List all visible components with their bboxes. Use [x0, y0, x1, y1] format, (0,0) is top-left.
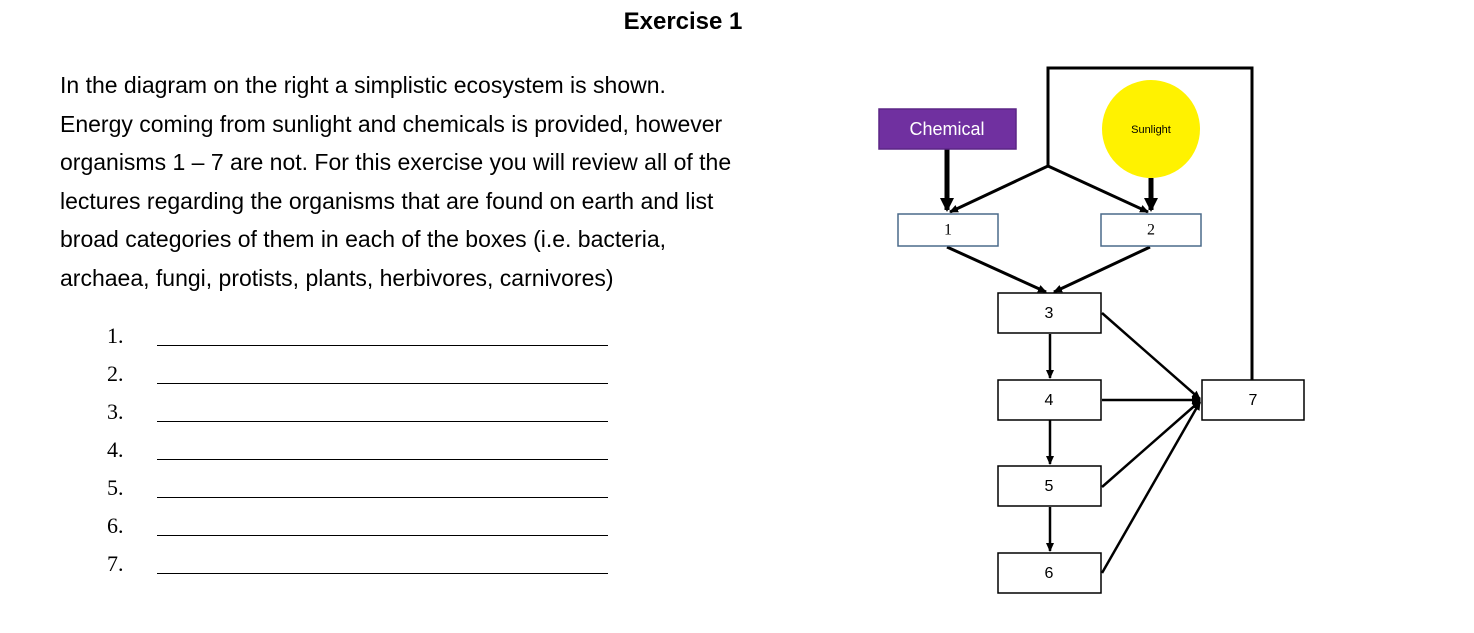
chemical-source — [879, 109, 1016, 149]
organism-label: 4 — [1044, 392, 1054, 410]
answer-number: 3. — [107, 399, 124, 424]
organism-label: 7 — [1248, 392, 1258, 410]
chemical-label: Chemical — [909, 118, 985, 139]
organism-label: 2 — [1147, 221, 1155, 239]
organism-box-2[interactable] — [1101, 214, 1201, 246]
organism-label: 1 — [944, 221, 952, 239]
arrow-3-to-7 — [1102, 313, 1200, 399]
split-arrow-left — [950, 166, 1048, 212]
instructions-line: In the diagram on the right a simplistic ecosystem is shown. — [60, 72, 666, 98]
answer-number: 7. — [107, 551, 124, 576]
arrow-1-to-3 — [947, 247, 1046, 292]
organism-box-7[interactable] — [1202, 380, 1304, 420]
exercise-title: Exercise 1 — [623, 8, 743, 35]
arrow-2-to-3 — [1054, 247, 1150, 292]
instructions-line: broad categories of them in each of the boxes (i.e. bacteria, — [60, 226, 667, 252]
organism-label: 3 — [1044, 305, 1054, 323]
sunlight-source — [1102, 80, 1200, 178]
answer-number: 5. — [107, 475, 124, 500]
instructions-line: archaea, fungi, protists, plants, herbivores, carnivores) — [60, 264, 614, 291]
organism-box-6[interactable] — [998, 553, 1101, 593]
organism-box-3[interactable] — [998, 293, 1101, 333]
sunlight-label: Sunlight — [1131, 123, 1171, 136]
organism-label: 5 — [1044, 478, 1054, 496]
instructions-line: organisms 1 – 7 are not. For this exercise you will review all of the — [60, 149, 732, 175]
instructions-line: Energy coming from sunlight and chemicals is provided, however — [60, 110, 723, 137]
instructions-line: lectures regarding the organisms that are found on earth and list — [60, 187, 714, 214]
organism-box-5[interactable] — [998, 466, 1101, 506]
answer-number: 2. — [107, 361, 124, 386]
answer-number: 1. — [107, 323, 124, 348]
arrow-5-to-7 — [1102, 401, 1200, 487]
answer-number: 6. — [107, 513, 124, 538]
organism-box-4[interactable] — [998, 380, 1101, 420]
organism-box-1[interactable] — [898, 214, 998, 246]
organism-label: 6 — [1044, 565, 1054, 583]
answer-number: 4. — [107, 437, 124, 462]
arrow-6-to-7 — [1102, 402, 1200, 573]
